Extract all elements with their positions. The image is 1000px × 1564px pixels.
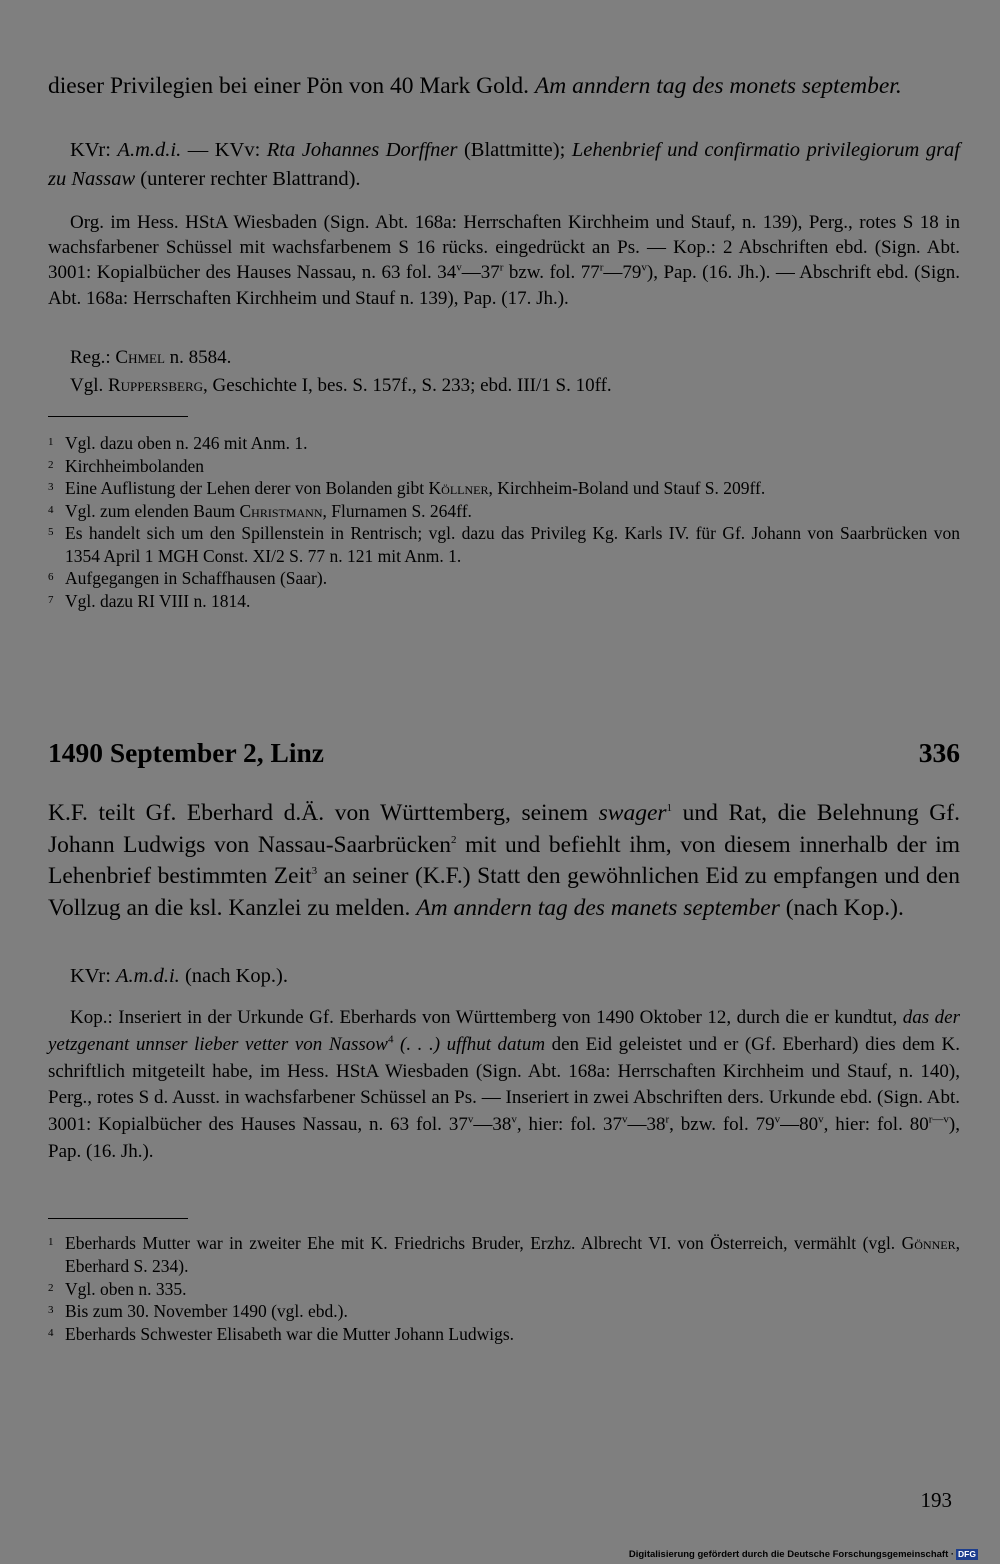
author-name: Köllner <box>428 478 489 498</box>
author-name: Christmann <box>239 500 323 521</box>
sup: v <box>774 1113 781 1126</box>
footnote-ref: 1 <box>666 802 673 815</box>
footnote <box>48 1300 960 1323</box>
footnote-text: Vgl. dazu oben n. 246 mit Anm. 1. <box>65 433 308 453</box>
author-name: Gönner <box>901 1233 956 1253</box>
regest-span: K.F. teilt Gf. Eberhard d.Ä. von Württemberg, seinem <box>48 800 599 826</box>
footnote-divider <box>48 416 188 417</box>
footnote-text: Vgl. dazu RI VIII n. 1814. <box>65 590 251 611</box>
regest-span: (nach Kop.). <box>779 894 904 921</box>
sup: r <box>599 262 604 275</box>
footnote-text: Eberhards Mutter war in zweiter Ehe mit K. Friedrichs Bruder, Erzhz. Albrecht VI. von Österreich, vermählt (vgl. <box>65 1233 902 1253</box>
footnote-text: Vgl. oben n. 335. <box>65 1278 187 1299</box>
kop-text: ), Pap. (16. Jh.). <box>48 1114 960 1162</box>
date-formula: Am anndern tag des monets september. <box>534 73 902 99</box>
org-text: ), Pap. (16. Jh.). — Abschrift ebd. (Sign. Abt. 168a: Herrschaften Kirchheim und Stauf n. 139), Pap. (17. Jh.). <box>48 262 960 309</box>
regest-span: und Rat, die Belehnung Gf. Johann Ludwigs von Nassau-Saarbrücken <box>48 800 960 858</box>
org-text: Org. im Hess. HStA Wiesbaden (Sign. Abt. 168a: Herrschaften Kirchheim und Stauf, n. 139), Perg., rotes S 18 in wachsfarbener Schüssel mit wachsfarbenem S 16 rücks. eingedrückt an Ps. — Kop.: 2 Abschriften ebd. (Sign. Abt. 3001: Kopialbücher des Hauses Nassau, n. 63 fol. 34 <box>48 212 960 284</box>
footnote <box>48 500 960 523</box>
kvr-text: (nach Kop.). <box>179 965 288 987</box>
footnote-text: Kirchheimbolanden <box>65 455 204 476</box>
footnote-text: Aufgegangen in Schaffhausen (Saar). <box>65 568 328 588</box>
org-text: —79 <box>603 262 642 284</box>
footnote-ref: 4 <box>387 1033 394 1046</box>
para-text: dieser Privilegien bei einer Pön von 40 Mark Gold. <box>48 73 535 99</box>
reg-label: Reg.: <box>70 347 116 368</box>
footnote-number: 1 <box>48 436 54 448</box>
footnote-number: 4 <box>48 1327 54 1340</box>
footnote-text: Eberhards Schwester Elisabeth war die Mutter Johann Ludwigs. <box>65 1324 515 1345</box>
kop-italic: (. . .) uffhut datum <box>393 1033 546 1055</box>
footnote-number: 2 <box>48 1281 54 1294</box>
entry-number: 336 <box>918 737 960 768</box>
footnote-divider <box>48 1218 188 1219</box>
regest-span: mit und befiehlt ihm, von diesem innerhalb der im Lehenbrief bestimmten Zeit <box>48 831 960 889</box>
footnote-number: 4 <box>48 503 54 516</box>
kvv-italic: Lehenbrief und confirmatio privilegiorum graf zu Nassaw <box>48 139 960 190</box>
org-text: —37 <box>461 262 500 284</box>
sup: r <box>499 262 504 275</box>
footnote-text: Es handelt sich um den Spillenstein in Rentrisch; vgl. dazu das Privileg Kg. Karls IV. für Gf. Johann von Saarbrücken von 1354 April 1 MGH Const. XI/2 S. 77 n. 121 mit Anm. 1. <box>65 523 960 566</box>
kop-text: , bzw. fol. 79 <box>669 1114 775 1136</box>
entry-endorsement <box>48 962 960 991</box>
digitization-credit <box>629 1549 978 1561</box>
footnote-number: 7 <box>48 593 54 606</box>
vgl-label: Vgl. <box>70 375 108 396</box>
kop-text: , hier: fol. 37 <box>516 1114 622 1136</box>
kvv-text: (Blattmitte); <box>457 139 572 161</box>
kop-text: —80 <box>780 1114 819 1136</box>
sup: v <box>456 262 462 275</box>
footnote-text: Eine Auflistung der Lehen derer von Bolanden gibt <box>65 478 429 498</box>
footnote-number: 6 <box>48 571 54 583</box>
footnote-number: 3 <box>48 481 54 493</box>
vgl-text: , Geschichte I, bes. S. 157f., S. 233; ebd. III/1 S. 10ff. <box>203 375 612 396</box>
entry-heading <box>48 736 960 770</box>
footnote-text: , Eberhard S. 234). <box>65 1233 960 1276</box>
tradition-paragraph <box>48 210 960 311</box>
footnote <box>48 432 960 455</box>
regest-reference <box>48 345 960 370</box>
kvv-text: (unterer rechter Blattrand). <box>135 167 361 190</box>
footnote-number: 1 <box>48 1236 54 1248</box>
continuation-paragraph <box>48 70 960 102</box>
kop-text: Kop.: Inseriert in der Urkunde Gf. Eberhards von Württemberg von 1490 Oktober 12, durch die er kundtut, <box>70 1007 903 1028</box>
kvr-text: A.m.d.i. <box>116 965 180 987</box>
footnote <box>48 455 960 478</box>
credit-text: Digitalisierung gefördert durch die Deutsche Forschungsgemeinschaft · <box>628 1549 955 1561</box>
footnote <box>48 522 960 567</box>
sup: v <box>511 1113 517 1126</box>
regest-text <box>48 798 960 924</box>
entry-date-place: 1490 September 2, Linz <box>48 737 325 768</box>
footnote-text: , Flurnamen S. 264ff. <box>322 500 472 521</box>
regest-italic: swager <box>598 800 667 826</box>
kop-text: —38 <box>473 1114 512 1136</box>
endorsement-paragraph <box>48 136 960 193</box>
footnotes-second <box>48 1232 960 1346</box>
kvr-label: KVr: <box>70 965 117 987</box>
footnote <box>48 1323 960 1346</box>
kop-text: —38 <box>627 1114 666 1136</box>
kop-italic: das der yetzgenant unnser lieber vetter von Nassow <box>48 1007 960 1055</box>
entry-tradition <box>48 1005 960 1166</box>
footnote-ref: 2 <box>451 833 457 846</box>
regest-italic: Am anndern tag des manets september <box>416 894 780 921</box>
literature-reference <box>48 373 960 398</box>
page-number: 193 <box>920 1488 952 1512</box>
author-name: Chmel <box>115 347 165 368</box>
sup: v <box>641 262 647 275</box>
kvr-text: A.m.d.i. <box>117 139 182 161</box>
org-text: bzw. fol. 77 <box>503 262 600 284</box>
sup: v <box>467 1113 474 1126</box>
sup: r <box>665 1113 670 1126</box>
footnote-ref: 3 <box>311 865 318 878</box>
kvr-label: KVr: <box>70 139 118 161</box>
kop-text: , hier: fol. 80 <box>823 1114 929 1136</box>
kvv-italic: Rta Johannes Dorffner <box>266 139 458 161</box>
author-name: Ruppersberg <box>108 375 204 396</box>
footnote <box>48 590 960 613</box>
footnote-number: 5 <box>48 526 54 538</box>
footnote-number: 3 <box>48 1304 54 1317</box>
footnote <box>48 567 960 590</box>
footnote-text: , Kirchheim-Boland und Stauf S. 209ff. <box>488 478 766 498</box>
sup: r—v <box>928 1113 949 1126</box>
reg-text: n. 8584. <box>164 347 232 368</box>
footnote <box>48 1232 960 1278</box>
kvv-label: — KVv: <box>181 139 267 161</box>
kop-text: den Eid geleistet und er (Gf. Eberhard) dies dem K. schriftlich mitgeteilt habe, im Hess. HStA Wiesbaden (Sign. Abt. 168a: Herrschaften Kirchheim und Stauf, n. 140), Perg., rotes S d. Ausst. in wachsfarbener Schüssel an Ps. — Inseriert in zwei Abschriften ders. Urkunde ebd. (Sign. Abt. 3001: Kopialbücher des Hauses Nassau, n. 63 fol. 37 <box>48 1033 960 1136</box>
dfg-logo: DFG <box>958 1549 976 1559</box>
sup: v <box>621 1113 628 1126</box>
regest-span: an seiner (K.F.) Statt den gewöhnlichen Eid zu empfangen und den Vollzug an die ksl. Kanzlei zu melden. <box>48 863 960 921</box>
footnote-text: Bis zum 30. November 1490 (vgl. ebd.). <box>65 1301 348 1322</box>
sup: v <box>818 1113 824 1126</box>
footnotes-first <box>48 432 960 612</box>
footnote-number: 2 <box>48 458 54 471</box>
footnote <box>48 477 960 500</box>
footnote <box>48 1278 960 1301</box>
footnote-text: Vgl. zum elenden Baum <box>65 500 240 521</box>
